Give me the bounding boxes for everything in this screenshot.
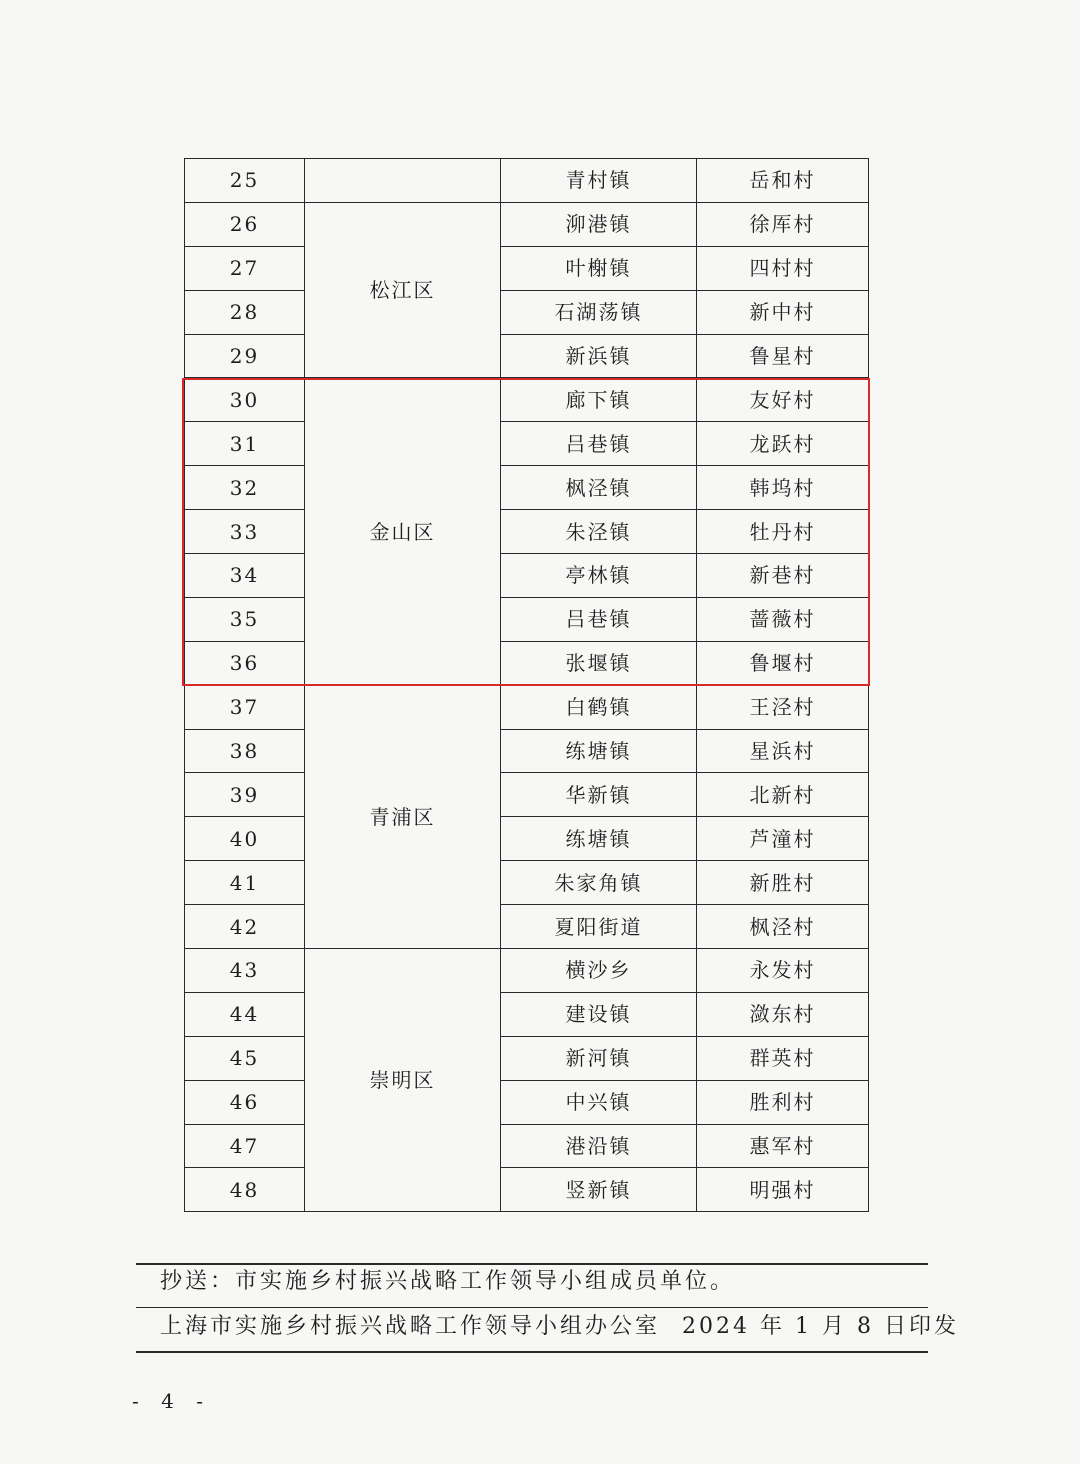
footer-divider-middle xyxy=(136,1307,928,1308)
village-cell: 岳和村 xyxy=(697,159,869,203)
row-number-cell: 42 xyxy=(185,905,305,949)
town-cell: 白鹤镇 xyxy=(501,685,697,729)
village-cell: 牡丹村 xyxy=(697,510,869,554)
town-cell: 新浜镇 xyxy=(501,334,697,378)
town-cell: 横沙乡 xyxy=(501,949,697,993)
table-row xyxy=(185,1036,869,1080)
village-cell: 蔷薇村 xyxy=(697,597,869,641)
row-number-cell: 36 xyxy=(185,641,305,685)
table-row xyxy=(185,685,869,729)
row-number-cell: 32 xyxy=(185,466,305,510)
row-number-cell: 25 xyxy=(185,159,305,203)
row-number-cell: 39 xyxy=(185,773,305,817)
row-number-cell: 37 xyxy=(185,685,305,729)
row-number-cell: 31 xyxy=(185,422,305,466)
row-number-cell: 30 xyxy=(185,378,305,422)
village-cell: 惠军村 xyxy=(697,1124,869,1168)
row-number-cell: 43 xyxy=(185,949,305,993)
row-number-cell: 47 xyxy=(185,1124,305,1168)
cc-recipients: 抄送：市实施乡村振兴战略工作领导小组成员单位。 xyxy=(160,1269,736,1294)
village-cell: 枫泾村 xyxy=(697,905,869,949)
table-row xyxy=(185,202,869,246)
town-cell: 建设镇 xyxy=(501,992,697,1036)
town-cell: 朱泾镇 xyxy=(501,510,697,554)
table-row xyxy=(185,905,869,949)
issuer-line xyxy=(160,1316,959,1338)
district-cell: 松江区 xyxy=(305,202,501,378)
table-row xyxy=(185,422,869,466)
village-cell: 新中村 xyxy=(697,290,869,334)
table-row xyxy=(185,992,869,1036)
village-cell: 北新村 xyxy=(697,773,869,817)
town-cell: 廊下镇 xyxy=(501,378,697,422)
page-number: - 4 - xyxy=(132,1389,211,1413)
town-cell: 新河镇 xyxy=(501,1036,697,1080)
town-cell: 石湖荡镇 xyxy=(501,290,697,334)
town-cell: 吕巷镇 xyxy=(501,597,697,641)
table-row xyxy=(185,554,869,598)
village-cell: 芦潼村 xyxy=(697,817,869,861)
table-row xyxy=(185,290,869,334)
table-row xyxy=(185,510,869,554)
row-number-cell: 38 xyxy=(185,729,305,773)
district-cell: 金山区 xyxy=(305,378,501,685)
table-row xyxy=(185,773,869,817)
row-number-cell: 46 xyxy=(185,1080,305,1124)
table-row xyxy=(185,1124,869,1168)
town-cell: 练塘镇 xyxy=(501,817,697,861)
village-cell: 星浜村 xyxy=(697,729,869,773)
district-cell: 崇明区 xyxy=(305,949,501,1212)
town-cell: 枫泾镇 xyxy=(501,466,697,510)
village-cell: 韩坞村 xyxy=(697,466,869,510)
village-cell: 鲁星村 xyxy=(697,334,869,378)
row-number-cell: 34 xyxy=(185,554,305,598)
row-number-cell: 27 xyxy=(185,246,305,290)
row-number-cell: 28 xyxy=(185,290,305,334)
issuer-office: 上海市实施乡村振兴战略工作领导小组办公室 xyxy=(160,1314,661,1339)
village-cell: 龙跃村 xyxy=(697,422,869,466)
table-row xyxy=(185,949,869,993)
row-number-cell: 44 xyxy=(185,992,305,1036)
row-number-cell: 48 xyxy=(185,1168,305,1212)
table-row xyxy=(185,246,869,290)
table-row xyxy=(185,1168,869,1212)
table-row xyxy=(185,597,869,641)
table-row xyxy=(185,1080,869,1124)
village-cell: 群英村 xyxy=(697,1036,869,1080)
town-cell: 港沿镇 xyxy=(501,1124,697,1168)
village-table xyxy=(184,158,869,1212)
town-cell: 吕巷镇 xyxy=(501,422,697,466)
district-cell: 青浦区 xyxy=(305,685,501,948)
row-number-cell: 26 xyxy=(185,202,305,246)
row-number-cell: 45 xyxy=(185,1036,305,1080)
issue-date: 2024 年 1 月 8 日印发 xyxy=(682,1314,959,1339)
table-row xyxy=(185,334,869,378)
town-cell: 张堰镇 xyxy=(501,641,697,685)
town-cell: 叶榭镇 xyxy=(501,246,697,290)
town-cell: 朱家角镇 xyxy=(501,861,697,905)
table-row xyxy=(185,641,869,685)
village-cell: 明强村 xyxy=(697,1168,869,1212)
row-number-cell: 35 xyxy=(185,597,305,641)
town-cell: 中兴镇 xyxy=(501,1080,697,1124)
footer-divider-bottom xyxy=(136,1351,928,1353)
town-cell: 青村镇 xyxy=(501,159,697,203)
table-row xyxy=(185,861,869,905)
table-row xyxy=(185,729,869,773)
village-cell: 徐厍村 xyxy=(697,202,869,246)
village-cell: 潋东村 xyxy=(697,992,869,1036)
village-cell: 四村村 xyxy=(697,246,869,290)
town-cell: 泖港镇 xyxy=(501,202,697,246)
row-number-cell: 33 xyxy=(185,510,305,554)
village-cell: 鲁堰村 xyxy=(697,641,869,685)
village-cell: 永发村 xyxy=(697,949,869,993)
town-cell: 亭林镇 xyxy=(501,554,697,598)
village-cell: 王泾村 xyxy=(697,685,869,729)
table-row xyxy=(185,378,869,422)
row-number-cell: 40 xyxy=(185,817,305,861)
village-cell: 新巷村 xyxy=(697,554,869,598)
district-cell xyxy=(305,159,501,203)
row-number-cell: 41 xyxy=(185,861,305,905)
table-row xyxy=(185,817,869,861)
town-cell: 竖新镇 xyxy=(501,1168,697,1212)
table-row xyxy=(185,466,869,510)
village-table-body xyxy=(185,159,869,1212)
village-cell: 胜利村 xyxy=(697,1080,869,1124)
town-cell: 夏阳街道 xyxy=(501,905,697,949)
row-number-cell: 29 xyxy=(185,334,305,378)
town-cell: 练塘镇 xyxy=(501,729,697,773)
footer-divider-top xyxy=(136,1263,928,1265)
village-cell: 新胜村 xyxy=(697,861,869,905)
village-cell: 友好村 xyxy=(697,378,869,422)
town-cell: 华新镇 xyxy=(501,773,697,817)
table-row xyxy=(185,159,869,203)
